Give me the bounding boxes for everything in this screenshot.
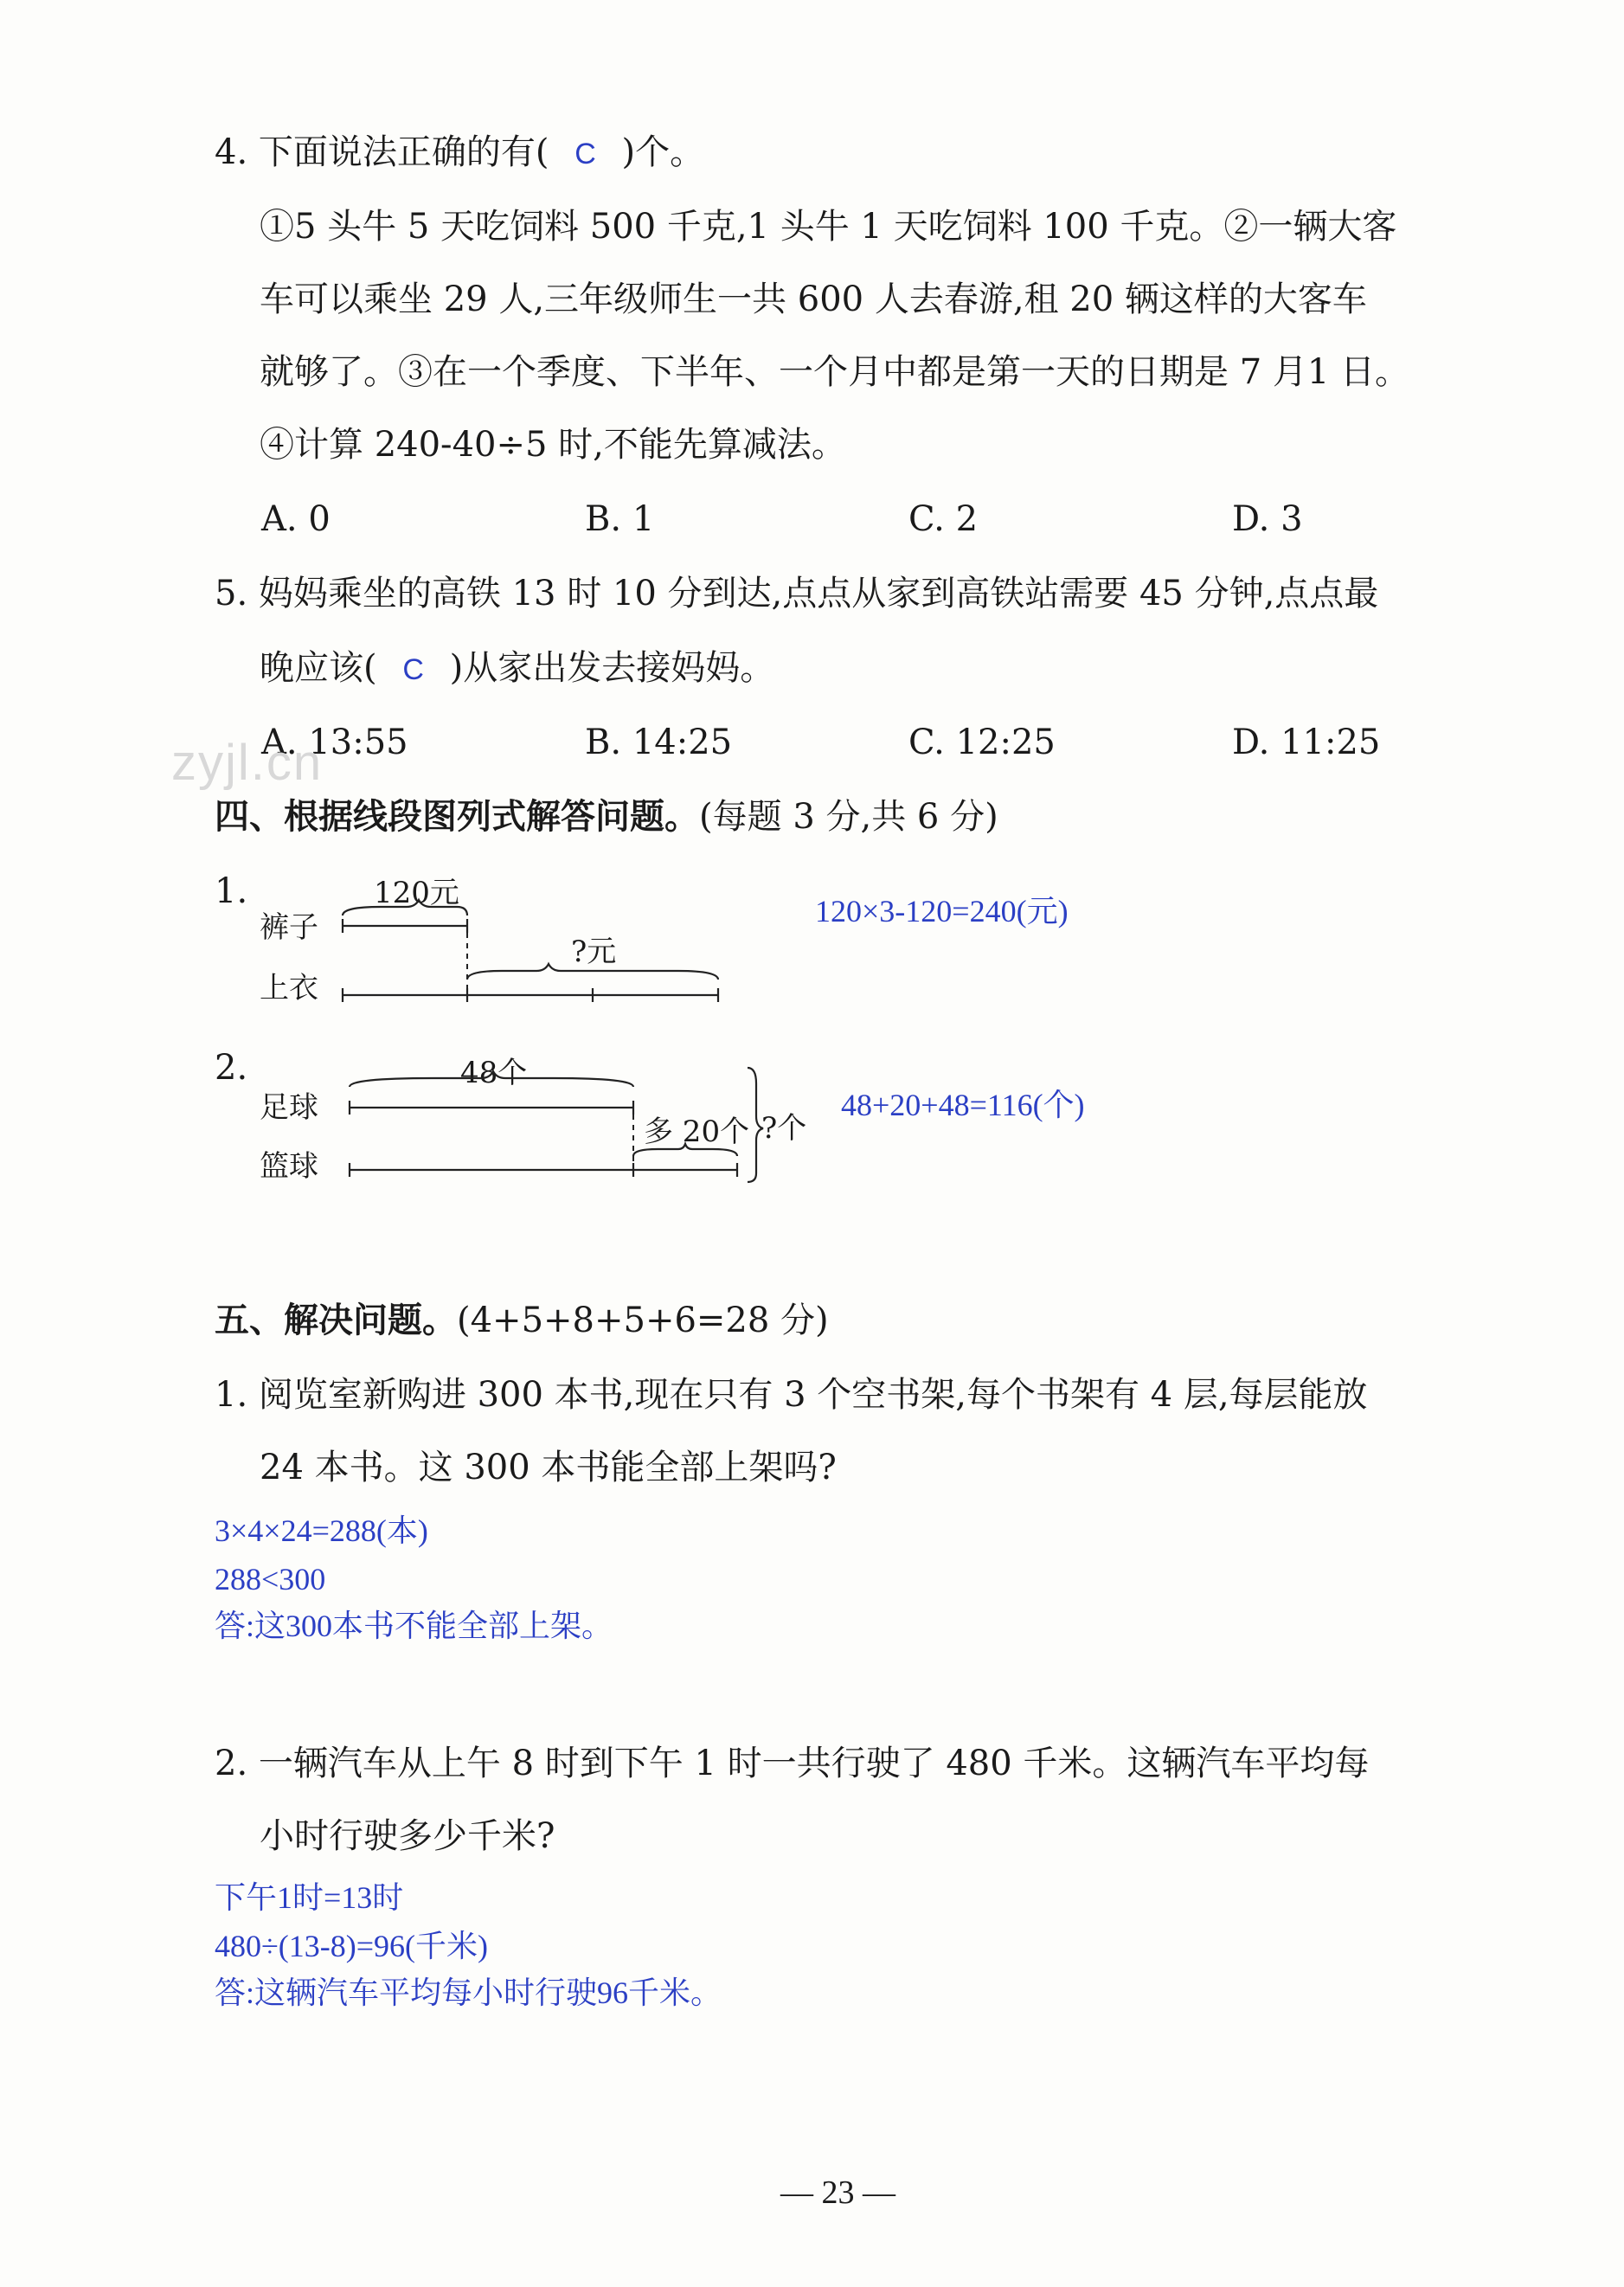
s4-p2-row1-label: 足球 bbox=[260, 1090, 318, 1125]
q4-text-line: ④计算 240-40÷5 时,不能先算减法。 bbox=[260, 425, 846, 465]
s4-p2-label-more: 多 20个 bbox=[644, 1115, 750, 1149]
s4-p1-segment-diagram bbox=[329, 900, 727, 1012]
q4-option-b: B. 1 bbox=[585, 499, 655, 539]
q4-text-line: 车可以乘坐 29 人,三年级师生一共 600 人去春游,租 20 辆这样的大客车 bbox=[260, 279, 1367, 319]
s4-p1-row2-label: 上衣 bbox=[260, 971, 318, 1005]
s5-p2-answer-line: 下午1时=13时 bbox=[215, 1880, 404, 1915]
q5-stem-line2 bbox=[260, 644, 774, 694]
watermark: zyjl.cn bbox=[171, 735, 324, 791]
q5-option-a: A. 13:55 bbox=[261, 723, 408, 762]
q5-option-b: B. 14:25 bbox=[585, 723, 733, 762]
s5-p1-line1: 1. 阅览室新购进 300 本书,现在只有 3 个空书架,每个书架有 4 层,每层能放 bbox=[215, 1375, 1368, 1415]
s4-p2-label-top: 48个 bbox=[460, 1056, 528, 1090]
q4-stem-before: 4. 下面说法正确的有( bbox=[215, 132, 549, 172]
s5-p1-answer-line: 答:这300本书不能全部上架。 bbox=[215, 1609, 613, 1643]
q5-stem-before: 晚应该( bbox=[260, 648, 377, 688]
s4-p1-number: 1. bbox=[215, 871, 248, 911]
s5-p1-answer-line: 288<300 bbox=[215, 1562, 326, 1596]
q4-answer: C bbox=[574, 138, 596, 170]
s5-p1-answer-line: 3×4×24=288(本) bbox=[215, 1513, 428, 1548]
s4-p2-row2-label: 篮球 bbox=[260, 1149, 318, 1184]
s4-p1-label-top: 120元 bbox=[374, 876, 459, 910]
s5-p1-line2: 24 本书。这 300 本书能全部上架吗? bbox=[260, 1448, 837, 1487]
q4-stem-after: )个。 bbox=[621, 132, 705, 172]
s4-p2-segment-diagram bbox=[329, 1066, 761, 1187]
q5-option-d: D. 11:25 bbox=[1232, 723, 1381, 762]
section5-score: (4+5+8+5+6=28 分) bbox=[457, 1301, 829, 1340]
s4-p2-label-q: ?个 bbox=[761, 1111, 807, 1146]
section4-heading bbox=[215, 793, 998, 841]
q4-option-d: D. 3 bbox=[1232, 499, 1303, 539]
s4-p2-answer: 48+20+48=116(个) bbox=[841, 1088, 1085, 1122]
q4-option-c: C. 2 bbox=[908, 499, 979, 539]
q4-text-line: ①5 头牛 5 天吃饲料 500 千克,1 头牛 1 天吃饲料 100 千克。②一辆大客 bbox=[260, 207, 1397, 247]
q5-answer: C bbox=[402, 653, 424, 686]
s5-p2-line1: 2. 一辆汽车从上午 8 时到下午 1 时一共行驶了 480 千米。这辆汽车平均每 bbox=[215, 1744, 1370, 1783]
s4-p1-answer: 120×3-120=240(元) bbox=[815, 894, 1069, 928]
q4-option-a: A. 0 bbox=[261, 499, 331, 539]
q5-option-c: C. 12:25 bbox=[908, 723, 1056, 762]
s4-p2-number: 2. bbox=[215, 1048, 248, 1088]
s4-p1-label-q: ?元 bbox=[571, 935, 617, 969]
s5-p2-answer-line: 480÷(13-8)=96(千米) bbox=[215, 1929, 489, 1963]
q5-stem-after: )从家出发去接妈妈。 bbox=[449, 648, 775, 688]
s4-p1-row1-label: 裤子 bbox=[260, 910, 318, 945]
s5-p2-answer-line: 答:这辆汽车平均每小时行驶96千米。 bbox=[215, 1975, 722, 2010]
section4-title: 四、根据线段图列式解答问题。 bbox=[215, 797, 699, 837]
section5-title: 五、解决问题。 bbox=[215, 1301, 457, 1340]
q5-stem-line1: 5. 妈妈乘坐的高铁 13 时 10 分到达,点点从家到高铁站需要 45 分钟,点点最 bbox=[215, 574, 1379, 614]
section5-heading bbox=[215, 1296, 829, 1345]
s5-p2-line2: 小时行驶多少千米? bbox=[260, 1816, 555, 1856]
q4-stem bbox=[215, 128, 704, 178]
q4-text-line: 就够了。③在一个季度、下半年、一个月中都是第一天的日期是 7 月1 日。 bbox=[260, 352, 1410, 392]
section4-score: (每题 3 分,共 6 分) bbox=[699, 797, 998, 837]
page-number: — 23 — bbox=[780, 2175, 895, 2211]
